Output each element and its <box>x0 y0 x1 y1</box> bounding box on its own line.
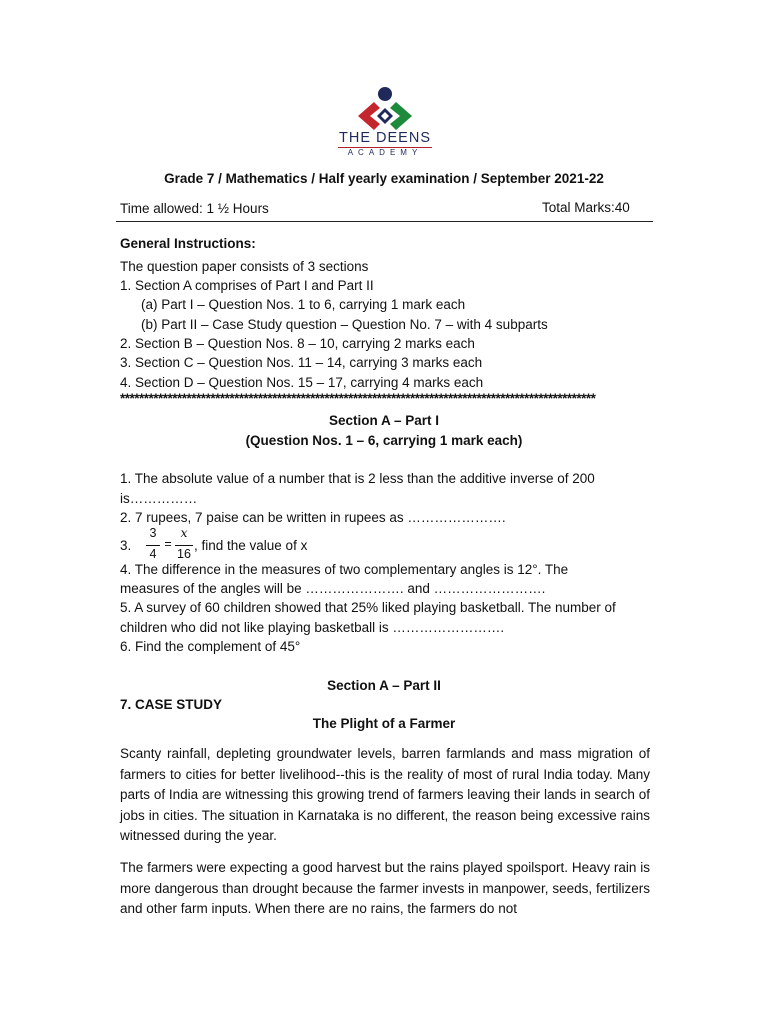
question-7-heading: 7. CASE STUDY <box>120 697 223 712</box>
instruction-line: (b) Part II – Case Study question – Question No. 7 – with 4 subparts <box>141 317 548 332</box>
logo-name: THE DEENS <box>339 130 431 146</box>
question-4-cont: measures of the angles will be …………………. and ……………………. <box>120 581 546 596</box>
question-3-text: , find the value of x <box>194 538 308 553</box>
fraction-bar <box>175 545 193 546</box>
instructions-heading: General Instructions: <box>120 236 256 251</box>
fraction-denominator: 4 <box>149 547 157 561</box>
question-1-cont: is…………… <box>120 491 198 506</box>
logo-emblem-icon <box>350 86 420 130</box>
fraction-bar <box>146 545 160 546</box>
time-allowed: Time allowed: 1 ½ Hours <box>120 201 269 216</box>
instruction-line: 4. Section D – Question Nos. 15 – 17, carrying 4 marks each <box>120 375 484 390</box>
exam-title: Grade 7 / Mathematics / Half yearly examination / September 2021-22 <box>164 171 604 186</box>
star-divider: **************************************************************************************************** <box>120 391 596 406</box>
case-study-paragraph: The farmers were expecting a good harvest but the rains played spoilsport. Heavy rain is more dangerous than drought because the farmer invests in manpower, seeds, fertilizers and other farm inputs. When there are no rains, the farmers do not <box>120 860 650 916</box>
question-1: 1. The absolute value of a number that is 2 less than the additive inverse of 200 <box>120 471 595 486</box>
section-a2-title: Section A – Part II <box>327 678 441 693</box>
case-study-paragraph: Scanty rainfall, depleting groundwater levels, barren farmlands and mass migration of farmers to cities for better livelihood--this is the reality of most of rural India today. Many parts of India are witnessing this growing trend of farmers leaving their lands in search of jobs in cities. The situation in Karnataka is no different, the reason being excessive rains witnessed during the year. <box>120 746 650 843</box>
section-a1-subtitle: (Question Nos. 1 – 6, carrying 1 mark each) <box>245 433 523 448</box>
question-6: 6. Find the complement of 45° <box>120 639 301 654</box>
case-study-title: The Plight of a Farmer <box>312 716 456 731</box>
instruction-line: 3. Section C – Question Nos. 11 – 14, carrying 3 marks each <box>120 355 483 370</box>
instruction-line: (a) Part I – Question Nos. 1 to 6, carrying 1 mark each <box>141 297 466 312</box>
total-marks: Total Marks:40 <box>542 200 630 215</box>
question-3-number: 3. <box>120 538 132 553</box>
instruction-line: 1. Section A comprises of Part I and Part II <box>120 278 374 293</box>
question-2: 2. 7 rupees, 7 paise can be written in rupees as …………………. <box>120 510 506 525</box>
fraction-numerator: x <box>180 525 188 540</box>
logo-subtitle: ACADEMY <box>347 148 423 157</box>
question-5-cont: children who did not like playing basketball is ……………………. <box>120 620 505 635</box>
equals-sign: = <box>164 537 172 551</box>
fraction-denominator: 16 <box>177 547 191 561</box>
header-rule <box>116 221 653 222</box>
question-4: 4. The difference in the measures of two complementary angles is 12°. The <box>120 562 569 577</box>
fraction-numerator: 3 <box>149 526 157 540</box>
question-5: 5. A survey of 60 children showed that 25% liked playing basketball. The number of <box>120 600 616 615</box>
instruction-line: The question paper consists of 3 sections <box>120 259 369 274</box>
school-logo <box>330 86 440 160</box>
section-a1-title: Section A – Part I <box>328 413 440 428</box>
instruction-line: 2. Section B – Question Nos. 8 – 10, carrying 2 marks each <box>120 336 475 351</box>
